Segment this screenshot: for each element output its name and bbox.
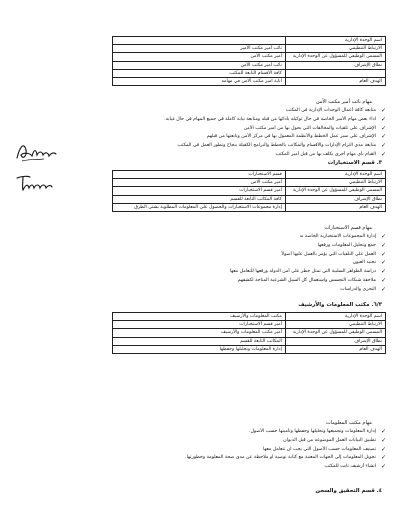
checkmark-icon: ✓ <box>380 115 386 123</box>
table-row <box>113 321 386 329</box>
table-row <box>113 179 386 187</box>
checkmark-icon: ✓ <box>380 142 386 150</box>
section-number: ٣. <box>376 160 382 166</box>
checkmark-icon: ✓ <box>380 268 386 276</box>
section-name: قسم التحقيق والسجن <box>315 488 375 494</box>
table-row <box>113 37 386 45</box>
table-key: المسمى الوظيفي للمسؤول عن الوحدة الإدارية <box>285 187 385 195</box>
tasks-heading: مهام قسم الاستخبارات <box>324 225 372 231</box>
list-item: ✓ تحويل المعلومات إلى الجهات المعنية مع كتابة توصية او ملاحظة عن مدى صحة المعلومة وخطورتها. <box>185 454 386 462</box>
table-value: نائب أمير مكتب الأمير <box>113 45 286 53</box>
unit-info-table-3 <box>112 312 386 354</box>
table-row <box>113 45 386 53</box>
list-item: ✓ متابعة كافة أعمال الوحدات الإدارية في المكتب <box>285 107 386 114</box>
table-key: الارتباط التنظيمي <box>285 179 385 187</box>
section-title <box>315 488 382 494</box>
checkmark-icon: ✓ <box>380 250 386 258</box>
checkmark-icon: ✓ <box>380 428 386 435</box>
table-key: الهدف العام <box>285 203 385 211</box>
checkmark-icon: ✓ <box>380 233 386 240</box>
table-key: اسم الوحدة الإدارية <box>285 313 385 321</box>
checkmark-icon: ✓ <box>380 285 386 293</box>
section-number: ٦/٣. <box>371 302 382 308</box>
checkmark-icon: ✓ <box>380 241 386 249</box>
table-key: نطاق الإشراف <box>285 195 385 203</box>
table-row <box>113 78 386 86</box>
table-value: المكاتب التابعة للقسم <box>113 337 286 345</box>
table-key: الارتباط التنظيمي <box>285 45 385 53</box>
table-row <box>113 61 386 69</box>
table-value: كافة الأقسام التابعة للمكتب <box>113 69 286 77</box>
checkmark-icon: ✓ <box>380 463 386 471</box>
table-key: الهدف العام <box>285 345 385 353</box>
list-item: ✓ الإشراف على تلقيات والمخالفات التي يحول بها من أمير مكتب الأمن <box>243 124 386 132</box>
table-value: نائب أمير مكتب الأمن <box>113 61 286 69</box>
table-key: اسم الوحدة الإدارية <box>285 37 385 45</box>
section-number: ٤. <box>376 488 382 494</box>
table-value: إدارة المعلومات وتحليلها وحفظها <box>113 345 286 353</box>
section-title <box>298 302 382 308</box>
checkmark-icon: ✓ <box>380 107 386 114</box>
task-list-1 <box>96 107 386 160</box>
table-key: نطاق الإشراف <box>285 61 385 69</box>
table-value: أمير مكتب الأمن <box>113 53 286 61</box>
checkmark-icon: ✓ <box>380 259 386 267</box>
table-row <box>113 329 386 337</box>
table-row <box>113 195 386 203</box>
table-value: إدارة مجموعات الاستخبارات والحصول على المعلومات المطلوبة بشتى الطرق <box>113 203 286 211</box>
table-value: أمير قسم الاستخبارات <box>113 321 286 329</box>
list-item: ✓ إدارة المجموعات الاستخبارية الخاصة به <box>299 233 386 240</box>
unit-info-table-2 <box>112 170 386 212</box>
table-value: مكتب المعلومات والأرشيف <box>113 313 286 321</box>
list-item: ✓ تجنيد العيون <box>352 259 386 267</box>
table-key <box>285 69 385 77</box>
list-item: ✓ جمع وتحليل المعلومات ورفعها <box>317 241 386 249</box>
list-item: ✓ القيام بأي مهام أخرى يكلف بها من قبل أمير المكتب <box>275 150 386 158</box>
list-item: ✓ ملاحقة شبكات التجسس واستعمال كل السبل الشرعية المتاحة لكشفهم <box>237 276 386 284</box>
list-item: ✓ إدارة المعلومات وتجميعها وتحليلها وحفظها وتأمينها حسب الأصول. <box>249 428 386 435</box>
section-name: مكتب المعلومات والأرشيف <box>298 302 370 308</box>
table-key: الارتباط التنظيمي <box>285 321 385 329</box>
table-key: اسم الوحدة الإدارية <box>285 171 385 179</box>
table-value: كافة المكاتب التابعة للقسم <box>113 195 286 203</box>
checkmark-icon: ✓ <box>380 133 386 141</box>
checkmark-icon: ✓ <box>380 150 386 158</box>
table-row <box>113 313 386 321</box>
section-name: قسم الاستخبارات <box>327 160 375 166</box>
table-value: قسم الاستخبارات <box>113 171 286 179</box>
table-row <box>113 53 386 61</box>
table-key: المسمى الوظيفي للمسؤول عن الوحدة الإدارية <box>285 53 385 61</box>
task-list-3 <box>96 428 386 472</box>
list-item: ✓ انشاء أرشيف ثابت للمكتب <box>324 463 386 471</box>
table-value: انابة امير مكتب الامن في مهامه <box>113 78 286 86</box>
list-item: ✓ دراسة الظواهر السلبية التي تمثل خطر على أمن الدولة ورفعها للتعامل معها <box>229 268 386 276</box>
list-item: ✓ تصنيف المعلومات حسب الأصول التي يجب ان تتعامل معها <box>262 445 386 453</box>
table-value <box>113 37 286 45</box>
task-list-2 <box>96 233 386 295</box>
tasks-heading: مهام مكتب المعلومات <box>325 420 372 426</box>
checkmark-icon: ✓ <box>380 436 386 444</box>
list-item: ✓ متابعة مدى التزام الإدارات والأقسام والمكاتب بالخطط والبرامج الكفيلة بنجاح وتطور العمل في المكتب <box>177 142 386 150</box>
table-row <box>113 345 386 353</box>
table-row <box>113 171 386 179</box>
table-key: المسمى الوظيفي للمسؤول عن الوحدة الإدارية <box>285 329 385 337</box>
unit-info-table-1 <box>112 36 386 86</box>
checkmark-icon: ✓ <box>380 276 386 284</box>
table-key: نطاق الإشراف <box>285 337 385 345</box>
table-row <box>113 337 386 345</box>
checkmark-icon: ✓ <box>380 124 386 132</box>
table-value: أمير مكتب المعلومات والأرشيف <box>113 329 286 337</box>
checkmark-icon: ✓ <box>380 454 386 462</box>
table-row <box>113 187 386 195</box>
table-row <box>113 69 386 77</box>
table-value: أمير قسم الاستخبارات <box>113 187 286 195</box>
table-key: الهدف العام <box>285 78 385 86</box>
section-title <box>328 160 382 166</box>
list-item: ✓ اداء بعض مهام الأمير الخاصة في حال توكيله بأدائها من قبله ومتابعة نيابة كاملة في جميع المهام في حال غيابه. <box>164 115 386 123</box>
list-item: ✓ تطبيق البيانات العمل الموضوعة من قبل الديوان <box>283 436 386 444</box>
list-item: ✓ التحري والدراسات <box>340 285 386 293</box>
list-item: ✓ الإشراف على سير عمل الخطط والأنظمة المعمول بها في مركز الأمن وتابعتها من قبلهم <box>206 133 386 141</box>
section-heading: مهام نائب أمير مكتب الأمن <box>315 99 372 105</box>
table-value: أمير مكتب الامن <box>113 179 286 187</box>
table-row <box>113 203 386 211</box>
handwritten-signature-icon <box>14 172 54 194</box>
list-item: ✓ العمل على التلقيات التي يؤمر بالعمل عليها أصولاً <box>281 250 386 258</box>
checkmark-icon: ✓ <box>380 445 386 453</box>
handwritten-signature-icon <box>14 140 58 166</box>
